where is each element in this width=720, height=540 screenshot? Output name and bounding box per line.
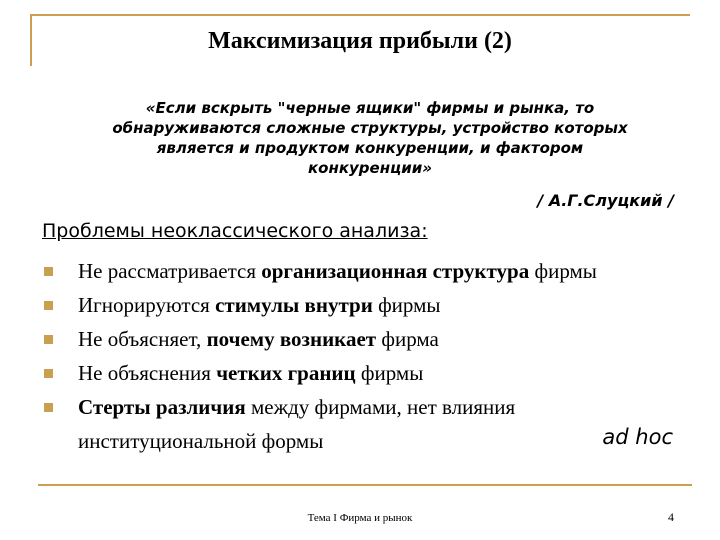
- quote-line: «Если вскрыть "черные ящики" фирмы и рынка, то: [145, 99, 595, 117]
- square-bullet-icon: [44, 369, 53, 378]
- slide-title: Максимизация прибыли (2): [208, 28, 512, 54]
- bullet-item: [40, 390, 690, 458]
- square-bullet-icon: [44, 301, 53, 310]
- quote-author: / А.Г.Слуцкий /: [537, 191, 674, 210]
- bullet-item: [40, 254, 690, 288]
- section-heading: Проблемы неоклассического анализа:: [42, 220, 428, 242]
- bullet-bold-text: Стерты различия: [78, 395, 246, 419]
- footer-text: Тема I Фирма и рынок: [307, 512, 413, 524]
- square-bullet-icon: [44, 403, 53, 412]
- page-number: 4: [668, 510, 674, 524]
- bullet-bold-text: почему возникает: [206, 327, 377, 351]
- square-bullet-icon: [44, 267, 53, 276]
- bullet-item: [40, 322, 690, 356]
- bullet-text: фирмы: [372, 293, 441, 317]
- bullet-continuation-line: [78, 424, 673, 458]
- bullet-continuation-text: институциональной формы: [78, 429, 324, 453]
- ad-hoc-label: ad hoc: [602, 425, 673, 449]
- frame-horizontal-line: [30, 14, 690, 16]
- bullet-item: [40, 288, 690, 322]
- bullet-text: Игнорируются: [78, 293, 216, 317]
- bullet-text: между фирмами, нет влияния: [245, 395, 516, 419]
- bullet-bold-text: стимулы внутри: [215, 293, 373, 317]
- bullet-text: фирмы: [355, 361, 424, 385]
- square-bullet-icon: [44, 335, 53, 344]
- bullet-bold-text: организационная структура: [261, 259, 530, 283]
- footer-divider: [38, 484, 692, 486]
- quote-line: конкуренции»: [308, 159, 432, 177]
- bullet-text: фирмы: [529, 259, 597, 283]
- bullet-text: Не объяснения: [78, 361, 217, 385]
- bullet-text: Не рассматривается: [78, 259, 262, 283]
- quote-line: является и продуктом конкуренции, и фактором: [156, 139, 584, 157]
- bullet-item: [40, 356, 690, 390]
- quote: [70, 98, 670, 178]
- quote-line: обнаруживаются сложные структуры, устройство которых: [112, 119, 628, 137]
- bullet-bold-text: четких границ: [216, 361, 356, 385]
- bullet-list: [40, 254, 690, 458]
- bullet-text: фирма: [376, 327, 439, 351]
- bullet-text: Не объясняет,: [78, 327, 207, 351]
